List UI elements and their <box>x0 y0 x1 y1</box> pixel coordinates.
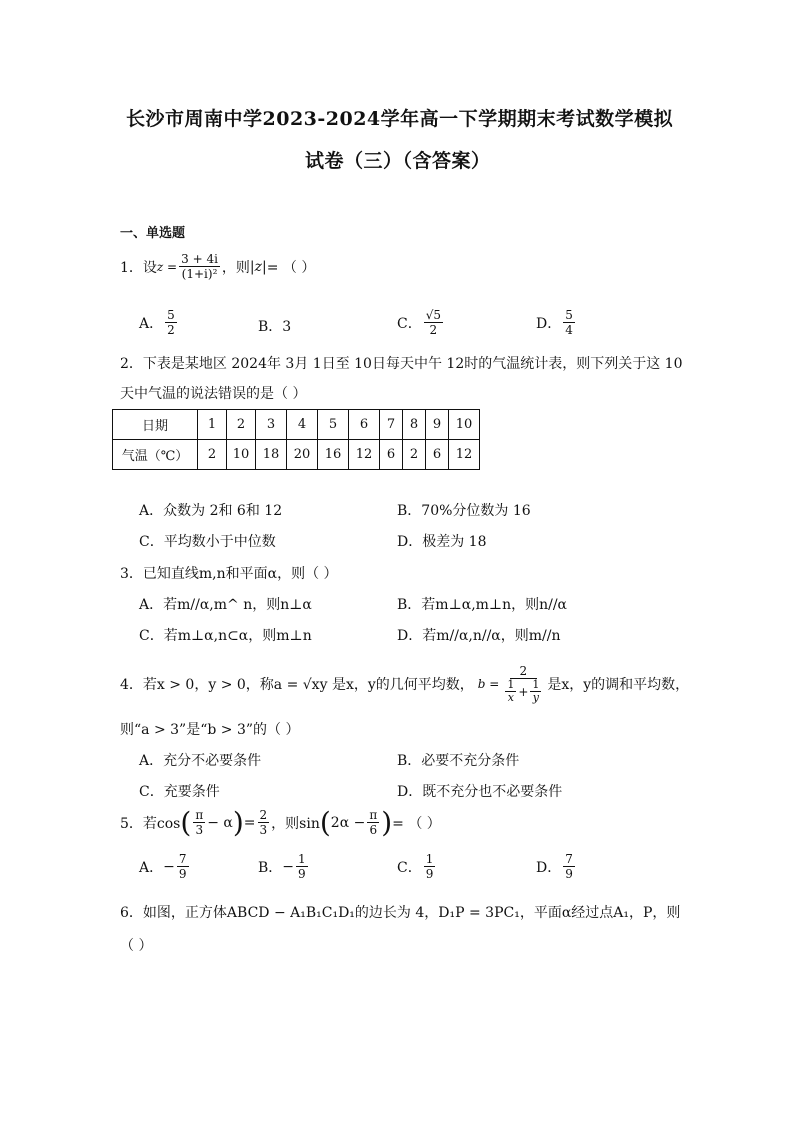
q5-option-d <box>536 852 577 881</box>
option-den: 2 <box>167 323 175 337</box>
section-heading: 一、单选题 <box>120 226 186 241</box>
q1-tail: = （ ） <box>266 259 316 276</box>
q6-stem-line2: （ ） <box>120 938 153 954</box>
q4-option-b <box>397 750 519 770</box>
document-title-line1: 长沙市周南中学2023-2024学年高一下学期期末考试数学模拟 <box>126 108 674 130</box>
q3-option-a <box>139 594 312 614</box>
question-4 <box>120 664 689 704</box>
option-den: 9 <box>298 867 306 881</box>
table-cell: 18 <box>256 440 287 470</box>
q2-option-b <box>397 500 531 520</box>
option-label: D． <box>536 859 562 876</box>
q4-plus: + <box>518 684 529 699</box>
option-label: A． <box>139 315 164 332</box>
q5-rparen2: ) <box>381 805 393 839</box>
option-text: 若m⊥α,m⊥n，则n//α <box>421 597 568 613</box>
table-cell: 6 <box>426 440 449 470</box>
q5-arg1-den: 3 <box>195 823 204 837</box>
option-text: 若m//α,m^ n，则n⊥α <box>163 597 312 613</box>
option-num: 1 <box>298 852 306 866</box>
table-cell: 8 <box>403 410 426 440</box>
table-cell: 9 <box>426 410 449 440</box>
temperature-table <box>112 409 480 470</box>
option-label: A． <box>139 859 164 876</box>
option-num: √5 <box>425 308 441 322</box>
q4-inner-den: x <box>507 691 514 704</box>
option-label: B． <box>397 753 422 769</box>
option-sign: − <box>163 858 175 875</box>
q5-arg1-tail: − α <box>207 814 233 831</box>
q5-option-a <box>139 852 191 881</box>
q5-arg2-head: 2α − <box>330 814 366 831</box>
option-label: A． <box>139 753 164 769</box>
table-cell: 2 <box>198 440 227 470</box>
q2-option-d <box>397 531 487 551</box>
option-label: C． <box>397 315 422 332</box>
q5-tail: = （ ） <box>392 815 441 832</box>
option-label: D． <box>397 534 423 550</box>
option-text: 70%分位数为 16 <box>421 503 531 519</box>
q1-z: z = <box>156 259 178 274</box>
option-den: 2 <box>429 323 438 337</box>
q4-inner-num: 1 <box>507 678 515 691</box>
table-cell: 12 <box>449 440 480 470</box>
option-text: 充分不必要条件 <box>163 753 262 769</box>
q5-arg2-num: π <box>369 808 378 822</box>
option-num: 7 <box>565 852 573 866</box>
q4-harmonic-fraction <box>501 664 545 704</box>
table-header-temp: 气温（℃） <box>113 440 198 470</box>
q4-part1: 4．若x > 0，y > 0，称a = √xy 是x，y的几何平均数， <box>120 677 474 693</box>
document-title-line2: 试卷（三）（含答案） <box>305 150 491 172</box>
q5-mid: ，则sin <box>271 815 320 832</box>
table-cell: 16 <box>318 440 349 470</box>
q4-numerator: 2 <box>510 664 538 679</box>
option-num: 7 <box>178 852 187 866</box>
option-label: B． <box>258 859 283 876</box>
option-den: 9 <box>565 867 573 881</box>
table-cell: 3 <box>256 410 287 440</box>
table-cell: 4 <box>287 410 318 440</box>
q2-option-c <box>139 531 276 551</box>
q4-option-a <box>139 750 261 770</box>
q5-val-den: 3 <box>259 823 268 837</box>
option-label: B． <box>397 597 422 613</box>
option-den: 9 <box>425 867 434 881</box>
option-text: 既不充分也不必要条件 <box>422 784 563 800</box>
q3-option-b <box>397 594 567 614</box>
option-text: 极差为 18 <box>422 534 487 550</box>
q4-option-c <box>139 781 220 801</box>
q1-option-c <box>397 308 445 337</box>
q4-part2: 是x，y的调和平均数， <box>547 677 690 693</box>
q1-option-a <box>139 308 179 337</box>
option-den: 9 <box>178 867 187 881</box>
option-label: D． <box>397 628 423 644</box>
q1-abs-z: |z| <box>249 258 267 275</box>
question-5 <box>120 805 441 839</box>
option-num: 1 <box>425 852 434 866</box>
option-label: C． <box>139 534 164 550</box>
q1-numerator: 3 + 4i <box>181 252 218 266</box>
table-cell: 6 <box>380 440 403 470</box>
table-cell: 1 <box>198 410 227 440</box>
table-cell: 6 <box>349 410 380 440</box>
q5-arg2-den: 6 <box>369 823 378 837</box>
option-text: 若m//α,n//α，则m//n <box>422 628 561 644</box>
q5-val-num: 2 <box>259 808 268 822</box>
option-label: D． <box>536 315 562 332</box>
table-cell: 10 <box>227 440 256 470</box>
option-text: 若m⊥α,n⊂α，则m⊥n <box>163 628 312 644</box>
q1-option-b <box>258 316 291 336</box>
q1-option-d <box>536 308 577 337</box>
q1-prefix: 1．设 <box>120 259 157 276</box>
q4-inner-den: y <box>532 691 539 704</box>
q3-option-d <box>397 625 560 645</box>
q5-prefix: 5．若cos <box>120 815 181 832</box>
table-header-date: 日期 <box>113 410 198 440</box>
q5-option-b <box>258 852 310 881</box>
q1-fraction <box>179 252 220 281</box>
option-text: 3 <box>282 319 292 335</box>
option-label: A． <box>139 597 164 613</box>
option-label: B． <box>258 319 283 335</box>
option-label: C． <box>139 784 164 800</box>
table-cell: 7 <box>380 410 403 440</box>
question-1 <box>120 252 315 281</box>
q5-rparen: ) <box>232 805 244 839</box>
option-text: 众数为 2和 6和 12 <box>163 503 283 519</box>
q1-denominator: (1+i)² <box>181 267 218 281</box>
option-label: B． <box>397 503 422 519</box>
option-den: 4 <box>565 323 573 337</box>
q4-line2: 则“a > 3”是“b > 3”的（ ） <box>120 722 300 738</box>
option-label: A． <box>139 503 164 519</box>
option-num: 5 <box>167 308 175 322</box>
q4-b-eq: b = <box>477 677 500 691</box>
option-sign: − <box>282 858 295 875</box>
q4-inner-num: 1 <box>532 678 540 691</box>
q4-option-d <box>397 781 562 801</box>
option-label: C． <box>139 628 164 644</box>
option-label: D． <box>397 784 423 800</box>
table-cell: 12 <box>349 440 380 470</box>
q3-option-c <box>139 625 312 645</box>
table-cell: 2 <box>227 410 256 440</box>
option-label: C． <box>397 859 422 876</box>
q5-lparen2: ( <box>319 805 331 839</box>
table-row <box>113 410 480 440</box>
q5-arg1-num: π <box>195 808 204 822</box>
q2-stem-line1: 2．下表是某地区 2024年 3月 1日至 10日每天中午 12时的气温统计表，则下列关于这 10 <box>120 356 683 372</box>
option-text: 充要条件 <box>163 784 220 800</box>
q3-stem: 3．已知直线m,n和平面α，则（ ） <box>120 566 338 582</box>
table-row <box>113 440 480 470</box>
table-cell: 10 <box>449 410 480 440</box>
option-text: 必要不充分条件 <box>421 753 520 769</box>
q5-lparen: ( <box>180 805 192 839</box>
q6-stem-line1: 6．如图，正方体ABCD − A₁B₁C₁D₁的边长为 4，D₁P = 3PC₁，平面α经过点A₁，P，则 <box>120 905 681 921</box>
q5-eq: = <box>243 814 256 831</box>
table-cell: 2 <box>403 440 426 470</box>
q1-mid: ，则 <box>221 259 250 276</box>
q2-option-a <box>139 500 282 520</box>
table-cell: 5 <box>318 410 349 440</box>
q2-stem-line2: 天中气温的说法错误的是（ ） <box>120 386 307 402</box>
table-cell: 20 <box>287 440 318 470</box>
option-num: 5 <box>565 308 573 322</box>
q5-option-c <box>397 852 437 881</box>
option-text: 平均数小于中位数 <box>163 534 276 550</box>
